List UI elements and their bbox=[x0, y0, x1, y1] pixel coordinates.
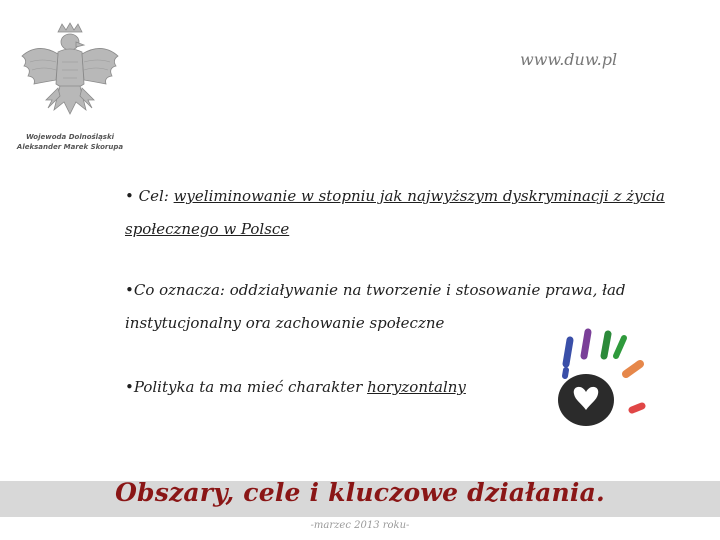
bullet-policy-keyword: horyzontalny bbox=[367, 378, 466, 396]
site-url[interactable]: www.duw.pl bbox=[520, 50, 618, 69]
section-title: Obszary, cele i kluczowe działania. bbox=[115, 478, 605, 507]
date-label: -marzec 2013 roku- bbox=[310, 520, 410, 531]
bullet-meaning: •Co oznacza: oddziaływanie na tworzenie i stosowanie prawa, ład instytucjonalny ora zachowanie społeczne bbox=[125, 281, 626, 332]
emblem-caption-line2: Aleksander Marek Skorupa bbox=[16, 143, 124, 151]
painted-hand-heart-icon bbox=[552, 326, 662, 438]
bullet-goal-text: wyeliminowanie w stopniu jak najwyższym dyskryminacji z życia społecznego w Polsce bbox=[125, 187, 665, 238]
bullet-goal bbox=[125, 180, 665, 246]
emblem-caption-line1: Wojewoda Dolnośląski bbox=[25, 133, 115, 141]
emblem-caption bbox=[10, 132, 130, 152]
polish-eagle-icon bbox=[18, 12, 122, 152]
bullet-goal-prefix: • Cel: bbox=[125, 187, 174, 205]
bullet-policy-prefix: •Polityka ta ma mieć charakter bbox=[125, 378, 368, 396]
